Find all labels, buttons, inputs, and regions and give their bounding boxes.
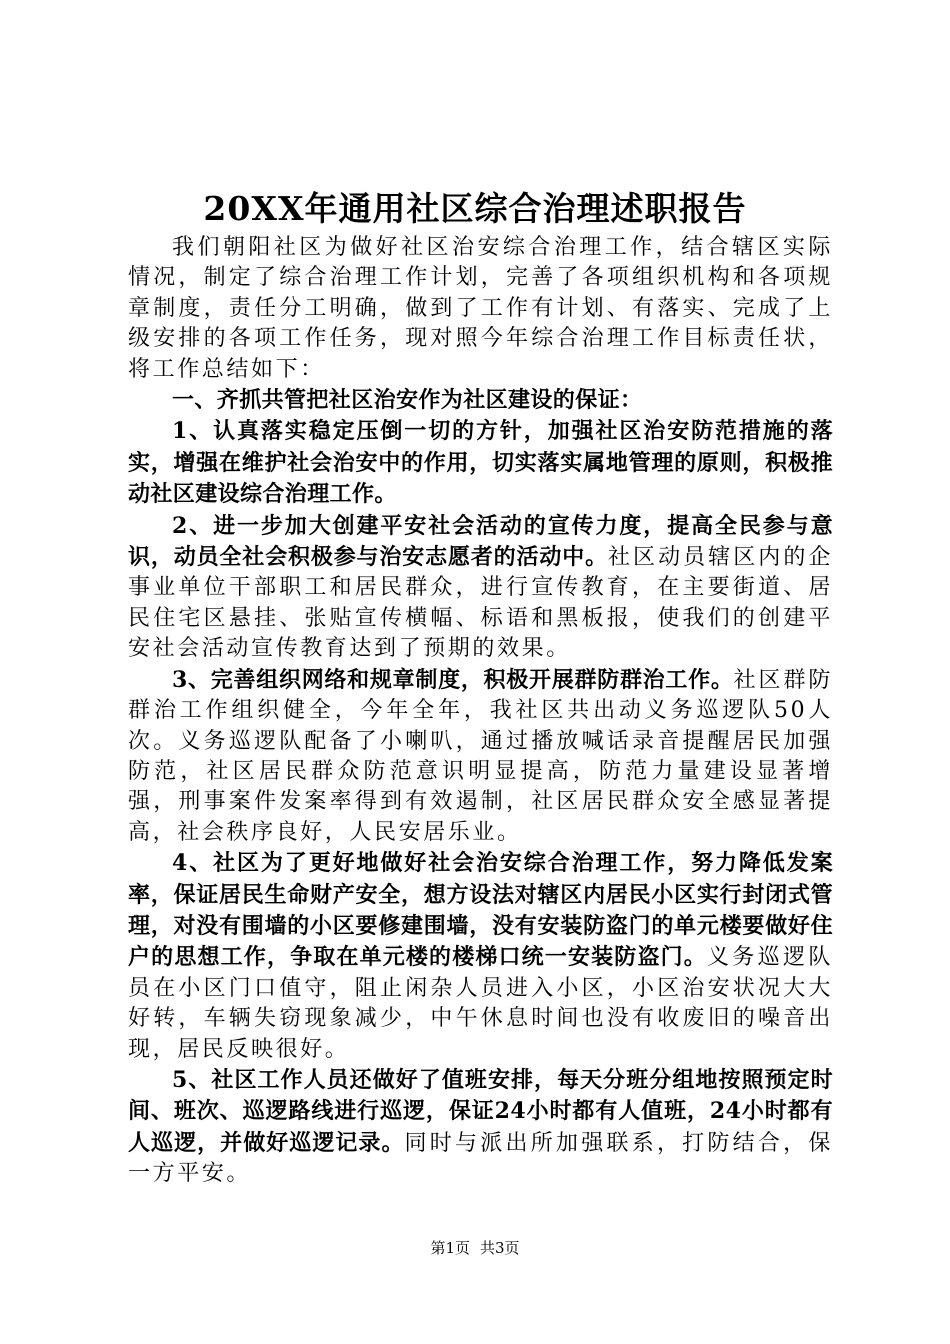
paragraph-text: 社区群防群治工作组织健全，今年全年，我社区共出动义务巡逻队50人次。义务巡逻队配备了小喇叭，通过播放喊话录音提醒居民加强防范，社区居民群众防范意识明显提高，防范力量建设显著增强，刑事案件发案率得到有效遏制，社区居民群众安全感显著提高，社会秩序良好，人民安居乐业。 bbox=[128, 667, 834, 845]
paragraph-text: 同时与派出所加强联系，打防结合，保一方平安。 bbox=[128, 1130, 833, 1187]
paragraph-item-4 bbox=[128, 848, 833, 1065]
page-number: 第1页 bbox=[430, 1239, 470, 1257]
paragraph-item-3 bbox=[128, 665, 833, 848]
paragraph-bold-text: 5、社区工作人员还做好了值班安排，每天分班分组地按照预定时间、班次、巡逻路线进行巡逻，保证24小时都有人值班，24小时都有人巡逻，并做好巡逻记录。 bbox=[128, 1066, 833, 1156]
page-footer bbox=[0, 1238, 950, 1258]
paragraph-bold-text: 3、完善组织网络和规章制度，积极开展群防群治工作。 bbox=[172, 666, 734, 693]
paragraph-text: 我们朝阳社区为做好社区治安综合治理工作，结合辖区实际情况，制定了综合治理工作计划，完善了各项组织机构和各项规章制度，责任分工明确，做到了工作有计划、有落实、完成了上级安排的各项工作任务，现对照今年综合治理工作目标责任状，将工作总结如下： bbox=[128, 235, 833, 382]
paragraph-intro bbox=[128, 232, 833, 385]
paragraph-bold-text: 1、认真落实稳定压倒一切的方针，加强社区治安防范措施的落实，增强在维护社会治安中的作用，切实落实属地管理的原则，积极推动社区建设综合治理工作。 bbox=[128, 418, 833, 508]
paragraph-text: 社区动员辖区内的企事业单位干部职工和居民群众，进行宣传教育，在主要街道、居民住宅区悬挂、张贴宣传横幅、标语和黑板报，使我们的创建平安社会活动宣传教育达到了预期的效果。 bbox=[128, 545, 833, 662]
section-heading bbox=[128, 385, 833, 416]
document-body bbox=[128, 232, 833, 1190]
document-title: 20XX年通用社区综合治理述职报告 bbox=[203, 189, 747, 228]
paragraph-item-1 bbox=[128, 416, 833, 510]
paragraph-bold-text: 4、社区为了更好地做好社会治安综合治理工作，努力降低发案率，保证居民生命财产安全，想方设法对辖区内居民小区实行封闭式管理，对没有围墙的小区要修建围墙，没有安装防盗门的单元楼要做好住户的思想工作，争取在单元楼的楼梯口统一安装防盗门。 bbox=[128, 850, 833, 971]
paragraph-bold-text: 2、进一步加大创建平安社会活动的宣传力度，提高全民参与意识，动员全社会积极参与治安志愿者的活动中。 bbox=[128, 512, 833, 571]
paragraph-item-2 bbox=[128, 511, 833, 665]
paragraph-text: 义务巡逻队员在小区门口值守，阻止闲杂人员进入小区，小区治安状况大大好转，车辆失窃现象减少，中午休息时间也没有收废旧的噪音出现，居民反映很好。 bbox=[128, 945, 833, 1062]
paragraph-bold-text: 一、齐抓共管把社区治安作为社区建设的保证： bbox=[172, 387, 643, 414]
page-total: 共3页 bbox=[480, 1239, 520, 1257]
paragraph-item-5 bbox=[128, 1065, 833, 1190]
